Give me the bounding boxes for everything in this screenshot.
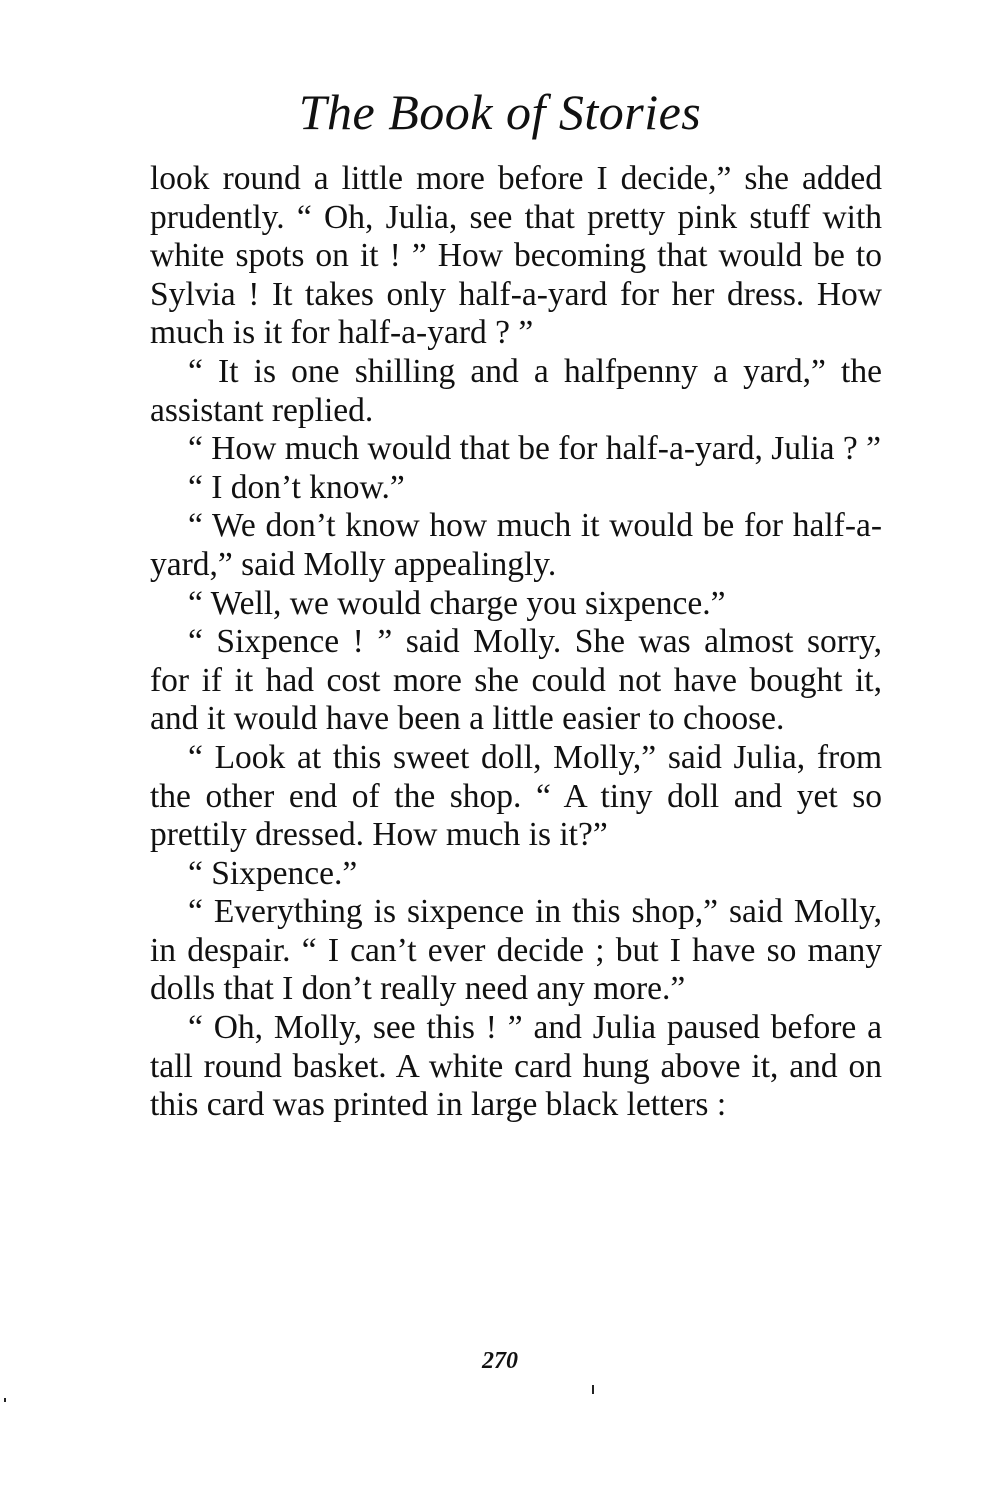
paragraph: “ Oh, Molly, see this ! ” and Julia paused before a tall round basket. A white card hung above it, and on this card was printed in large black letters : [150, 1009, 882, 1124]
paragraph: “ I don’t know.” [188, 468, 405, 506]
running-head: The Book of Stories [298, 84, 702, 140]
page-number: 270 [482, 1348, 518, 1374]
paragraph: “ Sixpence ! ” said Molly. She was almost sorry, for if it had cost more she could not have bought it, and it would have been a little easier to choose. [150, 623, 882, 738]
paragraph: “ Look at this sweet doll, Molly,” said Julia, from the other end of the shop. “ A tiny doll and yet so prettily dressed. How much is it?” [150, 738, 882, 854]
paragraph: “ We don’t know how much it would be for half-a-yard,” said Molly appealingly. [150, 507, 882, 583]
paragraph: “ Everything is sixpence in this shop,” said Molly, in despair. “ I can’t ever decide ; but I have so many dolls that I don’t really need any more.” [150, 893, 882, 1008]
body-text [150, 160, 882, 1125]
paragraph: “ Well, we would charge you sixpence.” [188, 584, 726, 622]
scan-speck [592, 1385, 594, 1394]
paragraph: “ It is one shilling and a halfpenny a yard,” the assistant replied. [150, 352, 882, 429]
paragraph: “ How much would that be for half-a-yard, Julia ? ” [188, 430, 882, 468]
paragraph: “ Sixpence.” [188, 854, 358, 892]
scan-speck [4, 1398, 6, 1402]
paragraph-continued: look round a little more before I decide,” she added prudently. “ Oh, Julia, see that pretty pink stuff with white spots on it ! ” How becoming that would be to Sylvia ! It takes only half-a-yard for her dress. How much is it for half-a-yard ? ” [150, 160, 882, 352]
